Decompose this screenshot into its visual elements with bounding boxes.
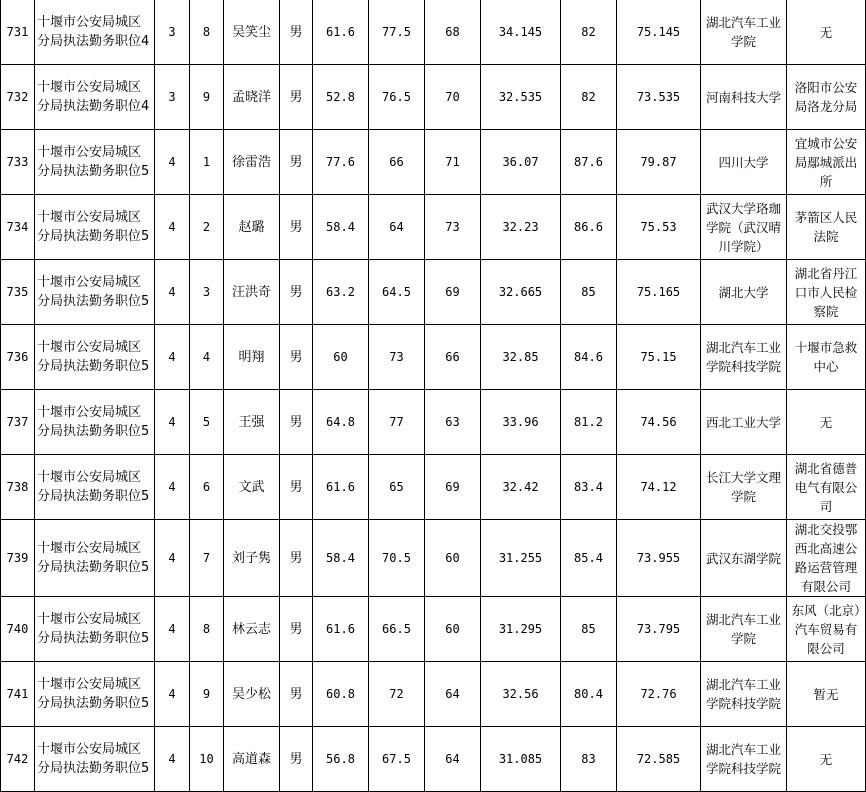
- position-code-cell: 4: [155, 455, 190, 520]
- position-code-cell: 3: [155, 65, 190, 130]
- score-2-cell: 73: [369, 325, 425, 390]
- position-code-cell: 4: [155, 130, 190, 195]
- candidate-name-cell: 刘子隽: [224, 520, 280, 597]
- score-3-cell: 73: [425, 195, 481, 260]
- position-cell: 十堰市公安局城区分局执法勤务职位5: [35, 520, 155, 597]
- position-code-cell: 4: [155, 662, 190, 727]
- score-1-cell: 64.8: [313, 390, 369, 455]
- work-unit-cell: 无: [787, 727, 866, 792]
- table-row: [1, 597, 866, 662]
- school-cell: 湖北大学: [701, 260, 787, 325]
- score-2-cell: 67.5: [369, 727, 425, 792]
- gender-cell: 男: [280, 597, 313, 662]
- candidate-name-cell: 王强: [224, 390, 280, 455]
- position-cell: 十堰市公安局城区分局执法勤务职位5: [35, 130, 155, 195]
- table-row: [1, 455, 866, 520]
- table-row: [1, 260, 866, 325]
- gender-cell: 男: [280, 455, 313, 520]
- score-2-cell: 65: [369, 455, 425, 520]
- rank-cell: 9: [190, 65, 224, 130]
- candidate-name-cell: 明翔: [224, 325, 280, 390]
- work-unit-cell: 湖北省丹江口市人民检察院: [787, 260, 866, 325]
- table-row: [1, 727, 866, 792]
- score-3-cell: 71: [425, 130, 481, 195]
- table-row: [1, 65, 866, 130]
- candidate-name-cell: 赵璐: [224, 195, 280, 260]
- interview-score-cell: 84.6: [561, 325, 617, 390]
- total-score-cell: 74.56: [617, 390, 701, 455]
- written-total-cell: 31.085: [481, 727, 561, 792]
- score-1-cell: 60.8: [313, 662, 369, 727]
- total-score-cell: 74.12: [617, 455, 701, 520]
- score-2-cell: 76.5: [369, 65, 425, 130]
- rank-cell: 6: [190, 455, 224, 520]
- total-score-cell: 72.585: [617, 727, 701, 792]
- written-total-cell: 32.56: [481, 662, 561, 727]
- candidate-name-cell: 汪洪奇: [224, 260, 280, 325]
- total-score-cell: 79.87: [617, 130, 701, 195]
- row-number-cell: 742: [1, 727, 35, 792]
- gender-cell: 男: [280, 662, 313, 727]
- school-cell: 湖北汽车工业学院: [701, 0, 787, 65]
- interview-score-cell: 85.4: [561, 520, 617, 597]
- score-1-cell: 60: [313, 325, 369, 390]
- position-code-cell: 4: [155, 325, 190, 390]
- position-code-cell: 3: [155, 0, 190, 65]
- row-number-cell: 737: [1, 390, 35, 455]
- row-number-cell: 738: [1, 455, 35, 520]
- school-cell: 湖北汽车工业学院: [701, 597, 787, 662]
- position-cell: 十堰市公安局城区分局执法勤务职位5: [35, 390, 155, 455]
- score-1-cell: 52.8: [313, 65, 369, 130]
- rank-cell: 7: [190, 520, 224, 597]
- rank-cell: 8: [190, 597, 224, 662]
- score-1-cell: 77.6: [313, 130, 369, 195]
- row-number-cell: 736: [1, 325, 35, 390]
- score-1-cell: 58.4: [313, 195, 369, 260]
- total-score-cell: 75.165: [617, 260, 701, 325]
- school-cell: 四川大学: [701, 130, 787, 195]
- position-cell: 十堰市公安局城区分局执法勤务职位5: [35, 597, 155, 662]
- position-cell: 十堰市公安局城区分局执法勤务职位5: [35, 727, 155, 792]
- written-total-cell: 33.96: [481, 390, 561, 455]
- candidate-name-cell: 文武: [224, 455, 280, 520]
- work-unit-cell: 无: [787, 0, 866, 65]
- work-unit-cell: 茅箭区人民法院: [787, 195, 866, 260]
- school-cell: 西北工业大学: [701, 390, 787, 455]
- gender-cell: 男: [280, 260, 313, 325]
- row-number-cell: 732: [1, 65, 35, 130]
- written-total-cell: 31.295: [481, 597, 561, 662]
- rank-cell: 1: [190, 130, 224, 195]
- interview-score-cell: 85: [561, 597, 617, 662]
- work-unit-cell: 湖北省德普电气有限公司: [787, 455, 866, 520]
- written-total-cell: 31.255: [481, 520, 561, 597]
- rank-cell: 8: [190, 0, 224, 65]
- gender-cell: 男: [280, 65, 313, 130]
- position-cell: 十堰市公安局城区分局执法勤务职位5: [35, 260, 155, 325]
- interview-score-cell: 83: [561, 727, 617, 792]
- rank-cell: 10: [190, 727, 224, 792]
- candidate-name-cell: 孟晓洋: [224, 65, 280, 130]
- position-code-cell: 4: [155, 195, 190, 260]
- total-score-cell: 73.795: [617, 597, 701, 662]
- score-1-cell: 61.6: [313, 0, 369, 65]
- table-row: [1, 390, 866, 455]
- school-cell: 武汉大学珞珈学院（武汉晴川学院）: [701, 195, 787, 260]
- candidate-name-cell: 高道森: [224, 727, 280, 792]
- table-row: [1, 325, 866, 390]
- position-cell: 十堰市公安局城区分局执法勤务职位5: [35, 195, 155, 260]
- interview-score-cell: 81.2: [561, 390, 617, 455]
- school-cell: 武汉东湖学院: [701, 520, 787, 597]
- position-code-cell: 4: [155, 260, 190, 325]
- rank-cell: 9: [190, 662, 224, 727]
- written-total-cell: 34.145: [481, 0, 561, 65]
- score-2-cell: 64.5: [369, 260, 425, 325]
- work-unit-cell: 无: [787, 390, 866, 455]
- score-3-cell: 64: [425, 727, 481, 792]
- interview-score-cell: 83.4: [561, 455, 617, 520]
- score-1-cell: 58.4: [313, 520, 369, 597]
- table-row: [1, 195, 866, 260]
- interview-score-cell: 80.4: [561, 662, 617, 727]
- interview-score-cell: 82: [561, 65, 617, 130]
- score-3-cell: 69: [425, 260, 481, 325]
- gender-cell: 男: [280, 727, 313, 792]
- score-3-cell: 64: [425, 662, 481, 727]
- total-score-cell: 73.535: [617, 65, 701, 130]
- interview-score-cell: 85: [561, 260, 617, 325]
- written-total-cell: 32.535: [481, 65, 561, 130]
- score-1-cell: 56.8: [313, 727, 369, 792]
- score-3-cell: 66: [425, 325, 481, 390]
- row-number-cell: 739: [1, 520, 35, 597]
- position-cell: 十堰市公安局城区分局执法勤务职位4: [35, 65, 155, 130]
- position-cell: 十堰市公安局城区分局执法勤务职位5: [35, 455, 155, 520]
- row-number-cell: 731: [1, 0, 35, 65]
- score-2-cell: 77: [369, 390, 425, 455]
- score-2-cell: 66.5: [369, 597, 425, 662]
- row-number-cell: 733: [1, 130, 35, 195]
- position-code-cell: 4: [155, 520, 190, 597]
- written-total-cell: 36.07: [481, 130, 561, 195]
- position-code-cell: 4: [155, 390, 190, 455]
- position-code-cell: 4: [155, 727, 190, 792]
- total-score-cell: 75.145: [617, 0, 701, 65]
- candidate-name-cell: 吴笑尘: [224, 0, 280, 65]
- work-unit-cell: 洛阳市公安局洛龙分局: [787, 65, 866, 130]
- rank-cell: 4: [190, 325, 224, 390]
- score-3-cell: 63: [425, 390, 481, 455]
- interview-score-cell: 86.6: [561, 195, 617, 260]
- row-number-cell: 735: [1, 260, 35, 325]
- total-score-cell: 75.15: [617, 325, 701, 390]
- candidate-name-cell: 吴少松: [224, 662, 280, 727]
- table-row: [1, 130, 866, 195]
- score-3-cell: 68: [425, 0, 481, 65]
- rank-cell: 3: [190, 260, 224, 325]
- score-3-cell: 60: [425, 597, 481, 662]
- candidate-name-cell: 林云志: [224, 597, 280, 662]
- score-2-cell: 70.5: [369, 520, 425, 597]
- interview-score-cell: 87.6: [561, 130, 617, 195]
- position-cell: 十堰市公安局城区分局执法勤务职位5: [35, 325, 155, 390]
- work-unit-cell: 宜城市公安局鄢城派出所: [787, 130, 866, 195]
- table-row: [1, 662, 866, 727]
- gender-cell: 男: [280, 0, 313, 65]
- gender-cell: 男: [280, 195, 313, 260]
- row-number-cell: 741: [1, 662, 35, 727]
- school-cell: 湖北汽车工业学院科技学院: [701, 662, 787, 727]
- position-cell: 十堰市公安局城区分局执法勤务职位5: [35, 662, 155, 727]
- school-cell: 湖北汽车工业学院科技学院: [701, 727, 787, 792]
- rank-cell: 2: [190, 195, 224, 260]
- score-1-cell: 63.2: [313, 260, 369, 325]
- gender-cell: 男: [280, 390, 313, 455]
- gender-cell: 男: [280, 520, 313, 597]
- work-unit-cell: 十堰市急救中心: [787, 325, 866, 390]
- interview-score-cell: 82: [561, 0, 617, 65]
- score-1-cell: 61.6: [313, 597, 369, 662]
- school-cell: 长江大学文理学院: [701, 455, 787, 520]
- written-total-cell: 32.665: [481, 260, 561, 325]
- row-number-cell: 734: [1, 195, 35, 260]
- score-3-cell: 69: [425, 455, 481, 520]
- position-code-cell: 4: [155, 597, 190, 662]
- table-row: [1, 0, 866, 65]
- school-cell: 湖北汽车工业学院科技学院: [701, 325, 787, 390]
- row-number-cell: 740: [1, 597, 35, 662]
- position-cell: 十堰市公安局城区分局执法勤务职位4: [35, 0, 155, 65]
- total-score-cell: 73.955: [617, 520, 701, 597]
- written-total-cell: 32.42: [481, 455, 561, 520]
- school-cell: 河南科技大学: [701, 65, 787, 130]
- work-unit-cell: 湖北交投鄂西北高速公路运营管理有限公司: [787, 520, 866, 597]
- rank-cell: 5: [190, 390, 224, 455]
- gender-cell: 男: [280, 325, 313, 390]
- score-3-cell: 60: [425, 520, 481, 597]
- work-unit-cell: 东风（北京）汽车贸易有限公司: [787, 597, 866, 662]
- total-score-cell: 72.76: [617, 662, 701, 727]
- score-2-cell: 77.5: [369, 0, 425, 65]
- score-2-cell: 64: [369, 195, 425, 260]
- score-3-cell: 70: [425, 65, 481, 130]
- score-1-cell: 61.6: [313, 455, 369, 520]
- gender-cell: 男: [280, 130, 313, 195]
- written-total-cell: 32.23: [481, 195, 561, 260]
- candidate-name-cell: 徐雷浩: [224, 130, 280, 195]
- table-row: [1, 520, 866, 597]
- written-total-cell: 32.85: [481, 325, 561, 390]
- score-2-cell: 72: [369, 662, 425, 727]
- score-2-cell: 66: [369, 130, 425, 195]
- total-score-cell: 75.53: [617, 195, 701, 260]
- work-unit-cell: 暂无: [787, 662, 866, 727]
